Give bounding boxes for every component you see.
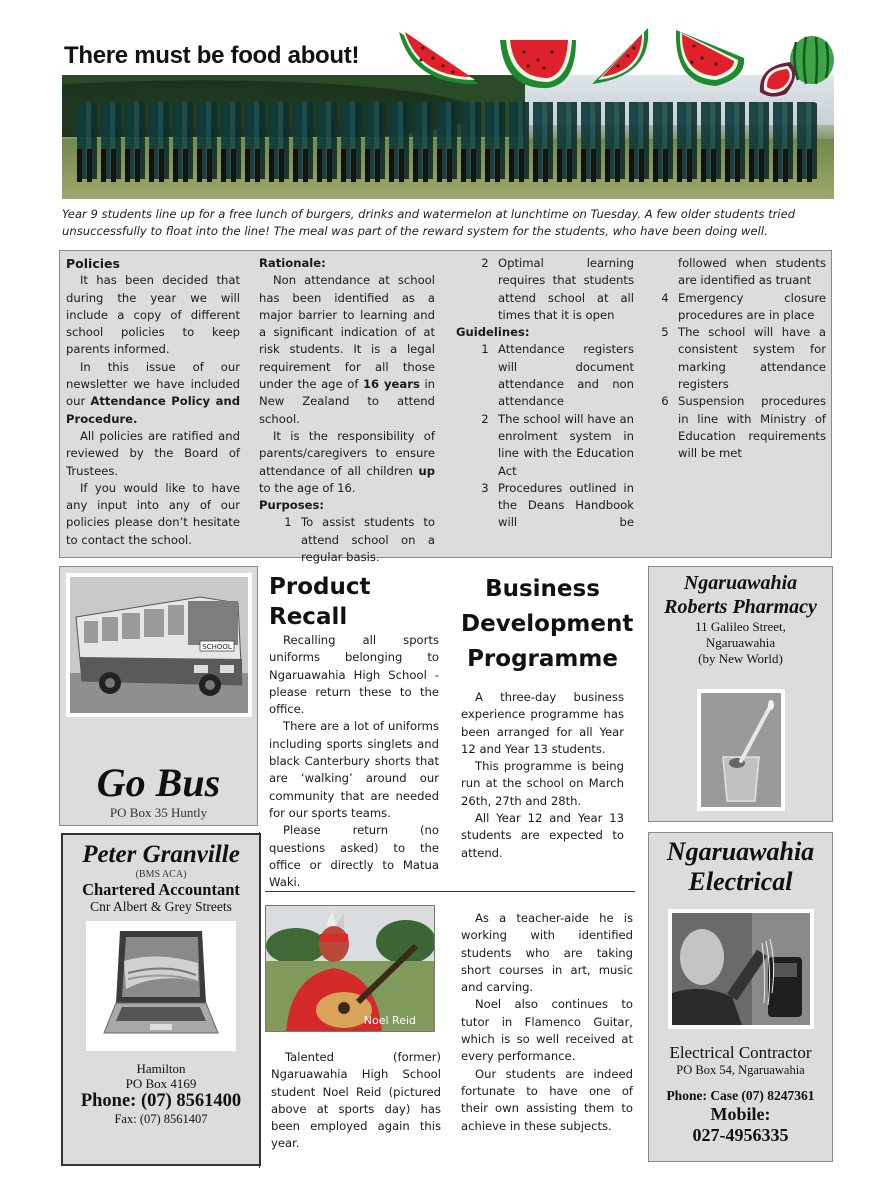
purposes-heading: Purposes:	[259, 498, 325, 513]
go-bus-name: Go Bus	[96, 760, 221, 805]
pharmacy-name-line: Roberts Pharmacy	[664, 596, 817, 618]
watermelon-whole-icon	[756, 34, 836, 104]
policies-section	[59, 250, 832, 565]
guideline-number: 5	[661, 325, 669, 340]
students-lineup-photo	[62, 75, 834, 199]
go-bus-address: PO Box 35 Huntly	[109, 805, 208, 820]
photo-students-legs	[77, 149, 818, 181]
rationale-age-highlight: 16 years	[362, 377, 420, 392]
section-divider	[265, 891, 635, 892]
electrician-photo	[668, 909, 814, 1029]
guideline-item	[652, 290, 826, 325]
guideline-text: Emergency closure procedures are in place	[678, 290, 826, 322]
electrical-mobile-number: 027-4956335	[692, 1125, 789, 1145]
policies-intro-paragraph: If you would like to have any input into any of our policies please don’t hesitate to contact the school.	[66, 480, 240, 547]
guideline-text: The school will have an enrolment system in line with the Education Act	[498, 411, 634, 478]
purpose-text: Optimal learning requires that students attend school at all times that it is open	[498, 256, 634, 322]
ad-ngaruawahia-electrical	[648, 832, 833, 1162]
guideline-item	[456, 341, 634, 410]
pharmacy-name-line: Ngaruawahia	[683, 572, 798, 594]
guideline-item-continued	[652, 255, 826, 290]
business-paragraph: This programme is being run at the school on March 26th, 27th and 28th.	[461, 759, 624, 808]
policies-column-3	[456, 255, 634, 532]
noel-paragraph: Noel also continues to tutor in Flamenco Guitar, which is so well received at every performance.	[461, 997, 633, 1064]
column-divider	[259, 832, 260, 1168]
noel-reid-photo	[265, 905, 435, 1032]
guideline-text: Procedures outlined in the Deans Handbook will be	[498, 480, 634, 530]
rationale-text: in New Zealand to attend school.	[259, 377, 436, 426]
noel-reid-photo-label: Noel Reid	[363, 1014, 416, 1027]
business-title-line: Development	[461, 611, 634, 637]
policies-intro-text: In this issue of our newsletter we have included our	[66, 359, 240, 409]
rationale-text: to the age of 16.	[259, 480, 356, 495]
rationale-paragraph	[259, 272, 435, 428]
pharmacy-address-line: (by New World)	[698, 651, 783, 666]
recall-paragraph: There are a lot of uniforms including sports singlets and black Canterbury shorts that are ‘walking’ around our community that are needed for our sports teams.	[269, 719, 439, 820]
recall-paragraph: Recalling all sports uniforms belonging to Ngaruawahia High School - please return these to the office.	[269, 633, 439, 717]
electrical-title: Electrical Contractor	[669, 1043, 812, 1062]
accountant-qualifications: (BMS ACA)	[135, 869, 187, 880]
watermelon-slice-icon	[498, 36, 578, 92]
accountant-address: Cnr Albert & Grey Streets	[90, 899, 232, 914]
ad-go-bus	[59, 566, 258, 826]
guideline-text: Suspension procedures in line with Ministry of Education requirements will be met	[678, 394, 826, 461]
photo-caption: Year 9 students line up for a free lunch of burgers, drinks and watermelon at lunchtime on Tuesday. A few older students tried unsuccessfully to float into the line! The meal was part of the reward system for the students, who have been doing well.	[62, 207, 796, 238]
ad-roberts-pharmacy	[648, 566, 833, 822]
accountant-pobox: PO Box 4169	[125, 1076, 197, 1091]
product-recall-title: Product Recall	[269, 574, 371, 630]
policies-intro-paragraph	[66, 359, 240, 428]
guideline-item	[456, 480, 634, 532]
purpose-item	[456, 255, 634, 324]
rationale-text: It is the responsibility of parents/caregivers to ensure attendance of all children	[259, 428, 435, 478]
guideline-number: 3	[481, 480, 489, 495]
business-paragraph: A three-day business experience programme has been arranged for all Year 12 and Year 13 students.	[461, 690, 624, 756]
guideline-text: The school will have a consistent system for marking attendance registers	[678, 325, 826, 392]
policies-intro-paragraph: All policies are ratified and reviewed by the Board of Trustees.	[66, 428, 240, 478]
noel-paragraph: Talented (former) Ngaruawahia High School student Noel Reid (pictured above at sports day) has been employed again this year.	[271, 1050, 441, 1151]
bus-school-sign: SCHOOL	[201, 643, 232, 651]
guideline-number: 4	[661, 290, 669, 305]
business-title-line: Programme	[467, 646, 618, 672]
noel-paragraph: Our students are indeed fortunate to have one of their own assisting them to achieve in these subjects.	[461, 1066, 633, 1133]
laptop-photo	[86, 921, 236, 1051]
ad-peter-granville	[61, 833, 261, 1166]
electrical-mobile-label: Mobile:	[710, 1104, 771, 1124]
bus-icon	[70, 577, 248, 713]
medicine-spoon-photo	[697, 689, 785, 811]
accountant-phone: Phone: (07) 8561400	[80, 1091, 242, 1111]
electrical-address: PO Box 54, Ngaruawahia	[676, 1063, 805, 1077]
bus-photo	[66, 573, 252, 717]
laptop-icon	[86, 921, 236, 1051]
policies-column-1	[66, 255, 240, 549]
guideline-text: followed when students are identified as truant	[678, 256, 826, 288]
purpose-item	[259, 514, 435, 566]
attendance-policy-highlight: Attendance Policy and Procedure.	[66, 394, 241, 426]
business-development-article	[461, 572, 634, 862]
purpose-number: 1	[284, 515, 292, 530]
spoon-glass-icon	[701, 693, 781, 807]
rationale-text: Non attendance at school has been identified as a major barrier to learning and a significant indication of at risk students. It is a legal requirement for all those under the age of	[259, 273, 435, 392]
guideline-number: 6	[661, 394, 669, 409]
guideline-number: 2	[481, 411, 489, 426]
guideline-number	[652, 255, 678, 290]
purpose-text: To assist students to attend school on a regular basis.	[301, 515, 435, 565]
noel-article-right	[461, 910, 633, 1135]
guitarist-icon	[266, 906, 435, 1032]
rationale-heading: Rationale:	[259, 256, 326, 270]
product-recall-article	[269, 572, 439, 891]
policies-intro-paragraph: It has been decided that during the year we will include a copy of different school policies to keep parents informed.	[66, 273, 240, 357]
business-paragraph: All Year 12 and Year 13 students are expected to attend.	[461, 811, 624, 860]
guideline-number: 1	[481, 342, 489, 357]
policies-column-2	[259, 255, 435, 566]
noel-paragraph: As a teacher-aide he is working with identified students who are taking short courses in art, music and carving.	[461, 911, 633, 995]
noel-article-left	[271, 1049, 441, 1153]
rationale-up-highlight: up	[418, 463, 436, 478]
rationale-paragraph	[259, 428, 435, 497]
electrical-name-line: Electrical	[688, 867, 793, 896]
guideline-item	[652, 393, 826, 462]
guideline-item	[652, 324, 826, 393]
purpose-number: 2	[481, 256, 489, 270]
electrical-name-line: Ngaruawahia	[666, 837, 815, 866]
electrical-phone: Phone: Case (07) 8247361	[666, 1088, 815, 1103]
electrician-icon	[672, 913, 810, 1025]
accountant-name: Peter Granville	[82, 841, 240, 868]
business-title-line: Business	[485, 576, 600, 602]
headline: There must be food about!	[64, 42, 360, 69]
pharmacy-address-line: Ngaruawahia	[705, 635, 776, 650]
watermelon-slice-icon	[393, 26, 485, 92]
policies-title: Policies	[66, 256, 120, 271]
watermelon-slice-icon	[672, 28, 748, 88]
watermelon-slice-icon	[588, 26, 654, 88]
policies-column-4	[652, 255, 826, 463]
guidelines-heading: Guidelines:	[456, 325, 530, 340]
recall-paragraph: Please return (no questions asked) to the office or directly to Matua Waki.	[269, 823, 439, 890]
pharmacy-address-line: 11 Galileo Street,	[695, 619, 786, 634]
accountant-city: Hamilton	[136, 1061, 186, 1076]
guideline-text: Attendance registers will document attendance and non attendance	[498, 342, 634, 409]
accountant-title: Chartered Accountant	[82, 880, 240, 899]
accountant-fax: Fax: (07) 8561407	[114, 1112, 208, 1126]
guideline-item	[456, 411, 634, 480]
